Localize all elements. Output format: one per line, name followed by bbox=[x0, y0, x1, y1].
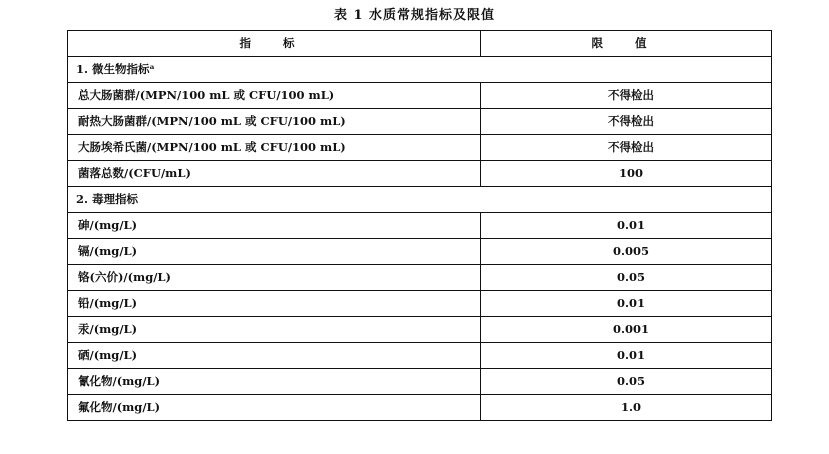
limit-value: 0.005 bbox=[481, 239, 772, 265]
section-title: 1. 微生物指标ᵃ bbox=[68, 57, 772, 83]
indicator-name: 菌落总数/(CFU/mL) bbox=[68, 161, 481, 187]
section-row-microbial bbox=[68, 57, 772, 83]
indicator-name: 镉/(mg/L) bbox=[68, 239, 481, 265]
limit-value: 1.0 bbox=[481, 395, 772, 421]
limit-value: 0.01 bbox=[481, 291, 772, 317]
table-row bbox=[68, 369, 772, 395]
header-indicator: 指 标 bbox=[68, 31, 481, 57]
limit-value: 不得检出 bbox=[481, 83, 772, 109]
limit-value: 不得检出 bbox=[481, 109, 772, 135]
table-row bbox=[68, 161, 772, 187]
indicator-name: 总大肠菌群/(MPN/100 mL 或 CFU/100 mL) bbox=[68, 83, 481, 109]
table-row bbox=[68, 291, 772, 317]
table-row bbox=[68, 317, 772, 343]
limit-value: 100 bbox=[481, 161, 772, 187]
header-row bbox=[68, 31, 772, 57]
limit-value: 0.001 bbox=[481, 317, 772, 343]
limit-value: 0.05 bbox=[481, 369, 772, 395]
water-quality-table bbox=[67, 30, 772, 421]
table-row bbox=[68, 109, 772, 135]
limit-value: 不得检出 bbox=[481, 135, 772, 161]
table-row bbox=[68, 135, 772, 161]
limit-value: 0.01 bbox=[481, 343, 772, 369]
table-row bbox=[68, 395, 772, 421]
header-limit: 限 值 bbox=[481, 31, 772, 57]
table-caption: 表 1 水质常规指标及限值 bbox=[333, 8, 496, 23]
indicator-name: 汞/(mg/L) bbox=[68, 317, 481, 343]
table-row bbox=[68, 265, 772, 291]
section-row-toxicological bbox=[68, 187, 772, 213]
table-row bbox=[68, 239, 772, 265]
table-row bbox=[68, 343, 772, 369]
section-title: 2. 毒理指标 bbox=[68, 187, 772, 213]
indicator-name: 氰化物/(mg/L) bbox=[68, 369, 481, 395]
indicator-name: 硒/(mg/L) bbox=[68, 343, 481, 369]
indicator-name: 铅/(mg/L) bbox=[68, 291, 481, 317]
indicator-name: 氟化物/(mg/L) bbox=[68, 395, 481, 421]
limit-value: 0.01 bbox=[481, 213, 772, 239]
indicator-name: 铬(六价)/(mg/L) bbox=[68, 265, 481, 291]
indicator-name: 砷/(mg/L) bbox=[68, 213, 481, 239]
table-row bbox=[68, 213, 772, 239]
limit-value: 0.05 bbox=[481, 265, 772, 291]
indicator-name: 大肠埃希氏菌/(MPN/100 mL 或 CFU/100 mL) bbox=[68, 135, 481, 161]
table-row bbox=[68, 83, 772, 109]
indicator-name: 耐热大肠菌群/(MPN/100 mL 或 CFU/100 mL) bbox=[68, 109, 481, 135]
